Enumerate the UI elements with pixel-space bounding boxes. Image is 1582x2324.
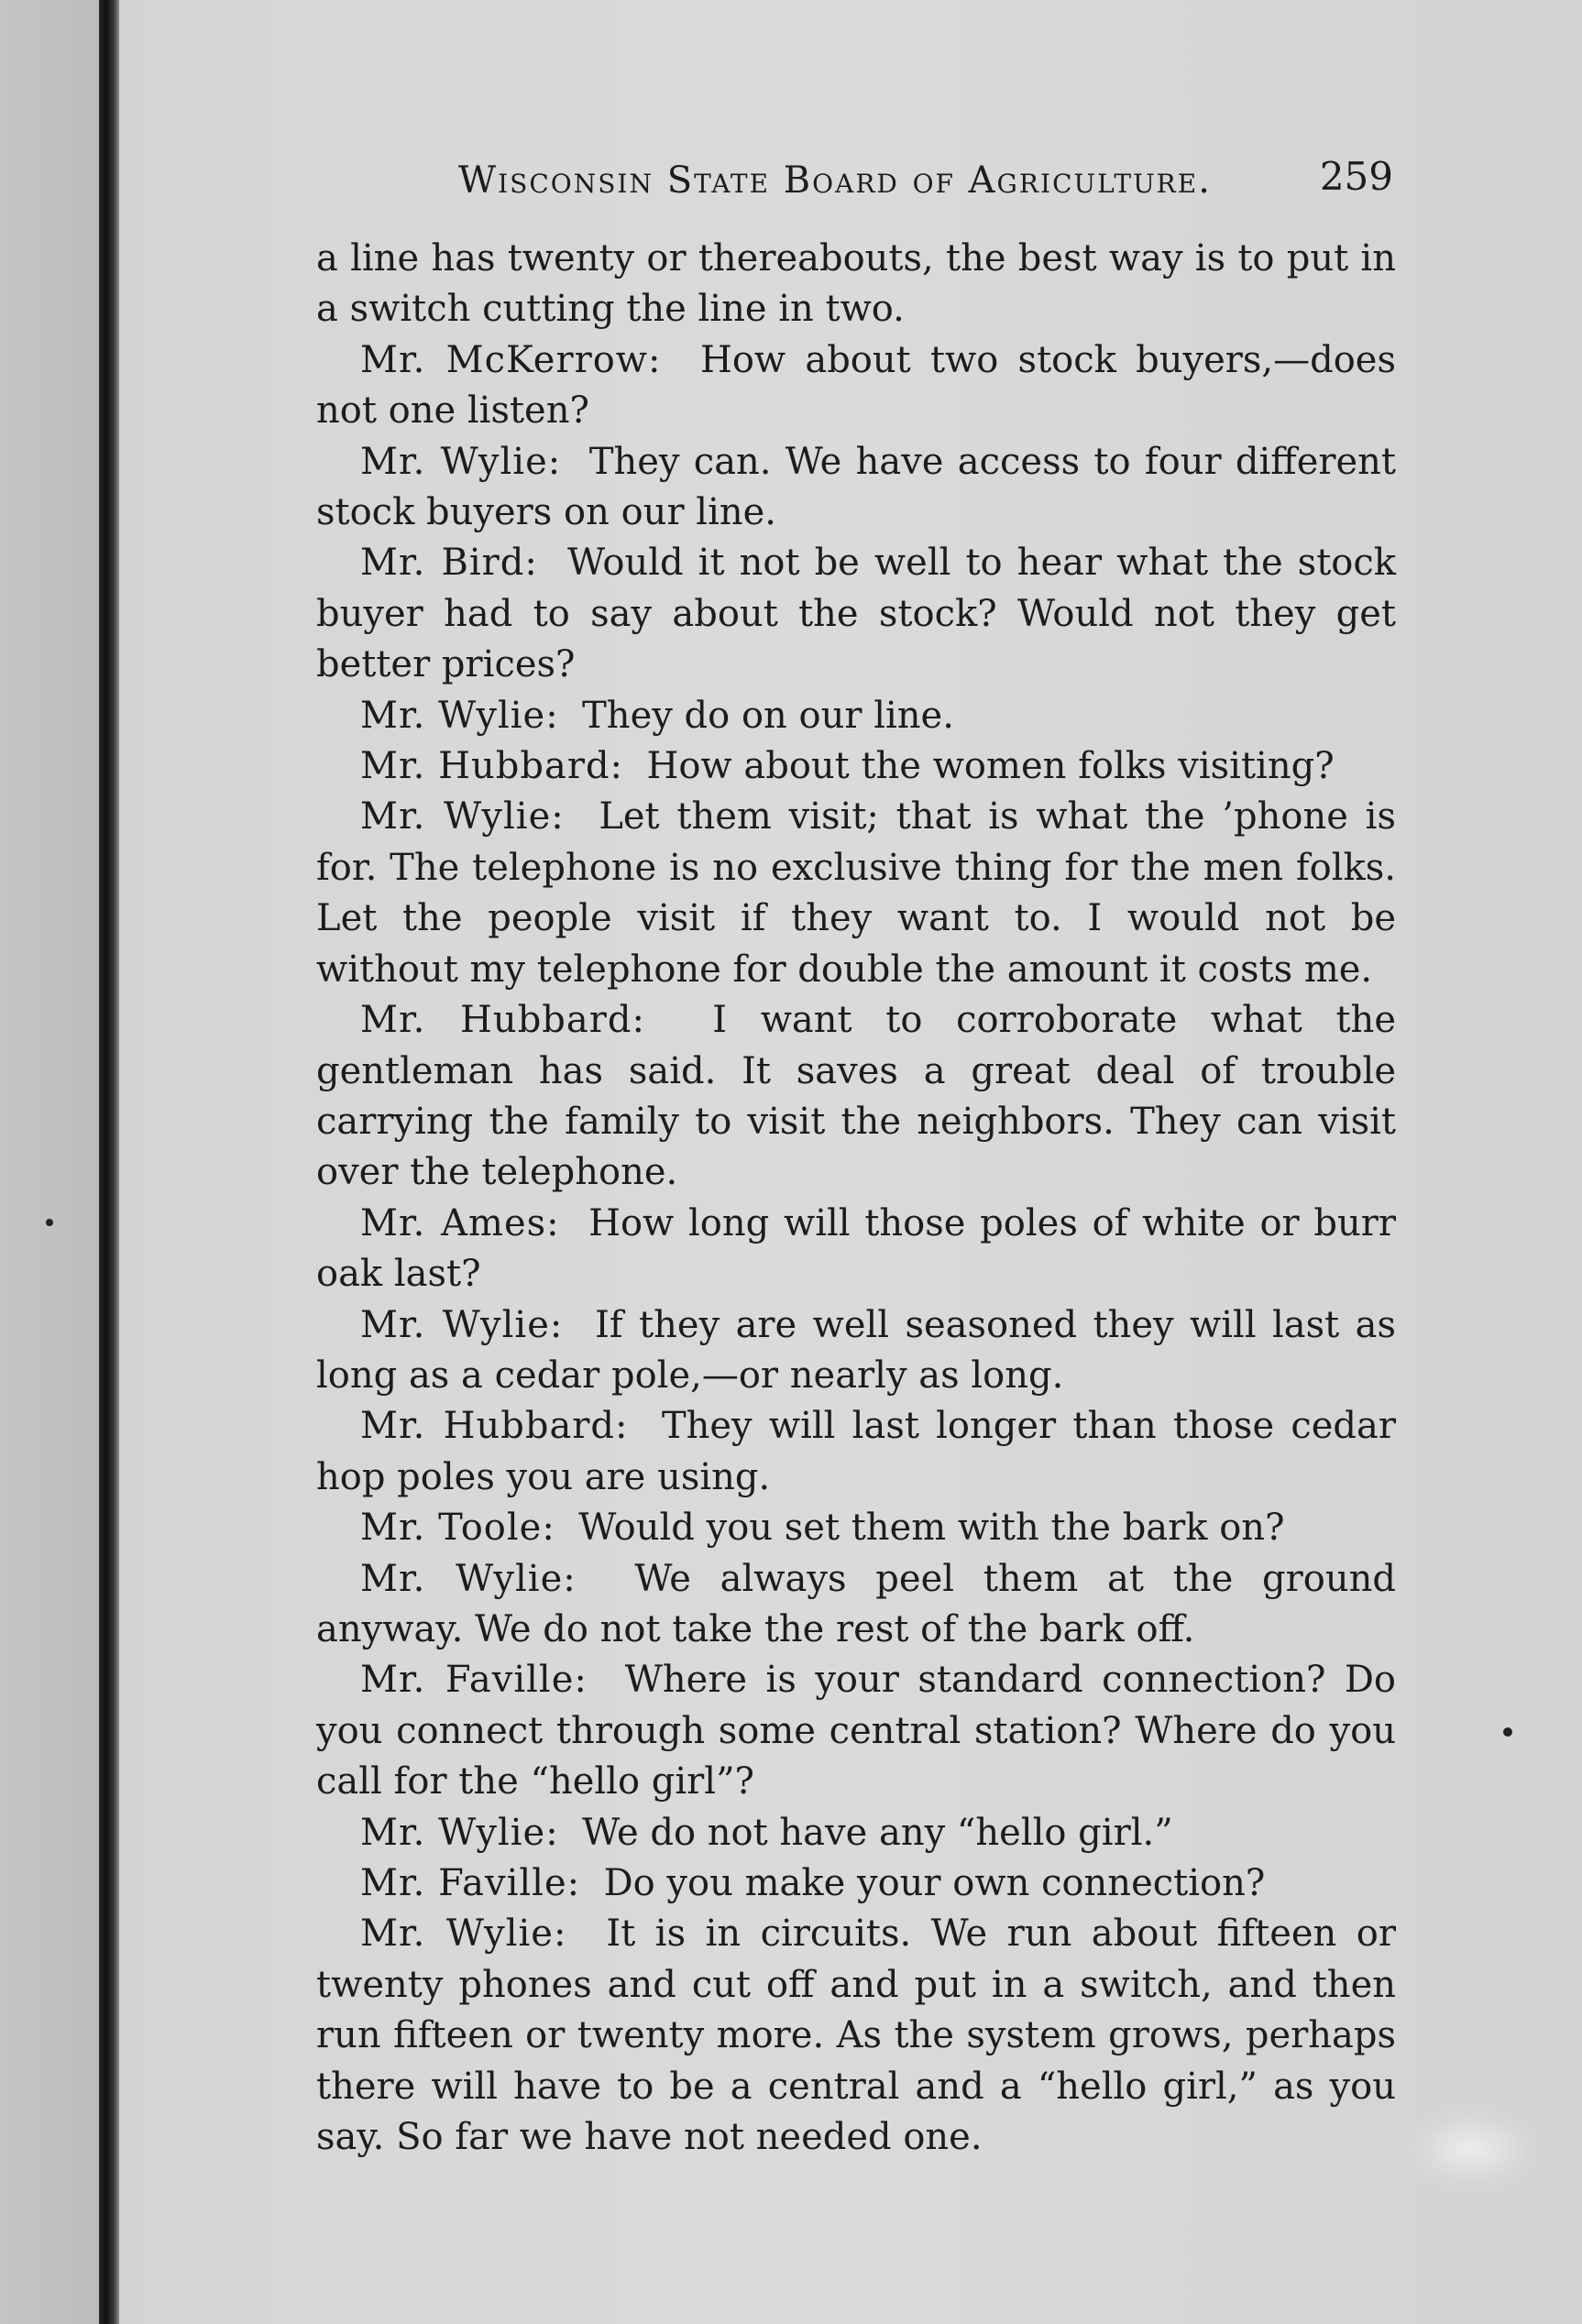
paragraph-text: I want to corroborate what the gentleman has said. It saves a great deal of trouble carrying the family to visit the neighbors. They can visit over the telephone. xyxy=(316,999,1396,1194)
dialogue-paragraph xyxy=(316,234,1396,335)
speaker-name: Mr. Wylie: xyxy=(360,1811,559,1854)
paragraph-text: Would you set them with the bark on? xyxy=(578,1507,1285,1550)
dialogue-paragraph xyxy=(316,1199,1396,1300)
running-head: Wisconsin State Board of Agriculture. xyxy=(458,159,1212,202)
paper-speck xyxy=(1503,1727,1512,1737)
paragraph-text: If they are well seasoned they will last as long as a cedar pole,—or nearly as long. xyxy=(316,1303,1396,1397)
dialogue-paragraph xyxy=(316,1401,1396,1503)
speaker-name: Mr. Hubbard: xyxy=(360,745,624,788)
dialogue-paragraph xyxy=(316,1858,1396,1909)
dialogue-paragraph xyxy=(316,335,1396,437)
paragraph-text: They do on our line. xyxy=(582,694,954,737)
dialogue-paragraph xyxy=(316,437,1396,539)
paragraph-text: We always peel them at the ground anyway. We do not take the rest of the bark off. xyxy=(316,1557,1396,1650)
dialogue-paragraph xyxy=(316,1300,1396,1402)
speaker-name: Mr. Bird: xyxy=(360,542,538,585)
dialogue-paragraph xyxy=(316,1655,1396,1807)
speaker-name: Mr. Wylie: xyxy=(360,694,559,737)
page-number: 259 xyxy=(1319,154,1393,199)
page-header xyxy=(458,154,1393,209)
paragraph-text: It is in circuits. We run about fifteen or twenty phones and cut off and put in a switch, and then run fifteen or twenty more. As the system grows, perhaps there will have to be a central and a “hello girl,” as you say. So far we have not needed one. xyxy=(316,1913,1397,2159)
speaker-name: Mr. Wylie: xyxy=(360,1557,577,1600)
speaker-name: Mr. Faville: xyxy=(360,1659,588,1702)
paragraph-text: How about the women folks visiting? xyxy=(646,745,1335,788)
paragraph-text: They will last longer than those cedar hop poles you are using. xyxy=(316,1405,1396,1498)
paragraph-text: Where is your standard connection? Do you connect through some central station? Where do you call for the “hello girl”? xyxy=(316,1659,1397,1803)
paper-smudge xyxy=(1402,2108,1540,2190)
paragraph-text: They can. We have access to four different stock buyers on our line. xyxy=(316,440,1397,534)
dialogue-paragraph xyxy=(316,792,1396,995)
speaker-name: Mr. Wylie: xyxy=(360,1913,567,1956)
speaker-name: Mr. McKerrow: xyxy=(360,338,662,381)
dialogue-paragraph xyxy=(316,1503,1396,1553)
speaker-name: Mr. Ames: xyxy=(360,1201,560,1244)
page-margin-shadow xyxy=(0,0,99,2324)
dialogue-paragraph xyxy=(316,1909,1396,2163)
dialogue-paragraph xyxy=(316,1554,1396,1656)
dialogue-paragraph xyxy=(316,538,1396,690)
paragraph-text: Do you make your own connection? xyxy=(603,1862,1266,1904)
speaker-name: Mr. Hubbard: xyxy=(360,1405,629,1448)
speaker-name: Mr. Wylie: xyxy=(360,440,562,483)
paragraph-text: a line has twenty or thereabouts, the best way is to put in a switch cutting the line in two. xyxy=(316,237,1396,331)
dialogue-paragraph xyxy=(316,691,1396,741)
speaker-name: Mr. Wylie: xyxy=(360,1303,564,1346)
speaker-name: Mr. Faville: xyxy=(360,1862,581,1904)
speaker-name: Mr. Hubbard: xyxy=(360,999,645,1042)
body-text xyxy=(316,234,1396,2163)
paper-speck xyxy=(46,1219,53,1226)
dialogue-paragraph xyxy=(316,741,1396,792)
paragraph-text: Let them visit; that is what the ’phone is for. The telephone is no exclusive thing for the men folks. Let the people visit if they want to. I would not be without my telephone for double the amount it costs me. xyxy=(316,795,1396,991)
book-spine xyxy=(99,0,119,2324)
speaker-name: Mr. Wylie: xyxy=(360,795,565,839)
paragraph-text: How long will those poles of white or burr oak last? xyxy=(316,1201,1396,1296)
dialogue-paragraph xyxy=(316,1808,1396,1858)
paragraph-text: How about two stock buyers,—does not one listen? xyxy=(316,338,1396,433)
speaker-name: Mr. Toole: xyxy=(360,1507,555,1550)
paragraph-text: Would it not be well to hear what the stock buyer had to say about the stock? Would not they get better prices? xyxy=(316,542,1396,686)
dialogue-paragraph xyxy=(316,995,1396,1199)
paragraph-text: We do not have any “hello girl.” xyxy=(582,1811,1173,1854)
